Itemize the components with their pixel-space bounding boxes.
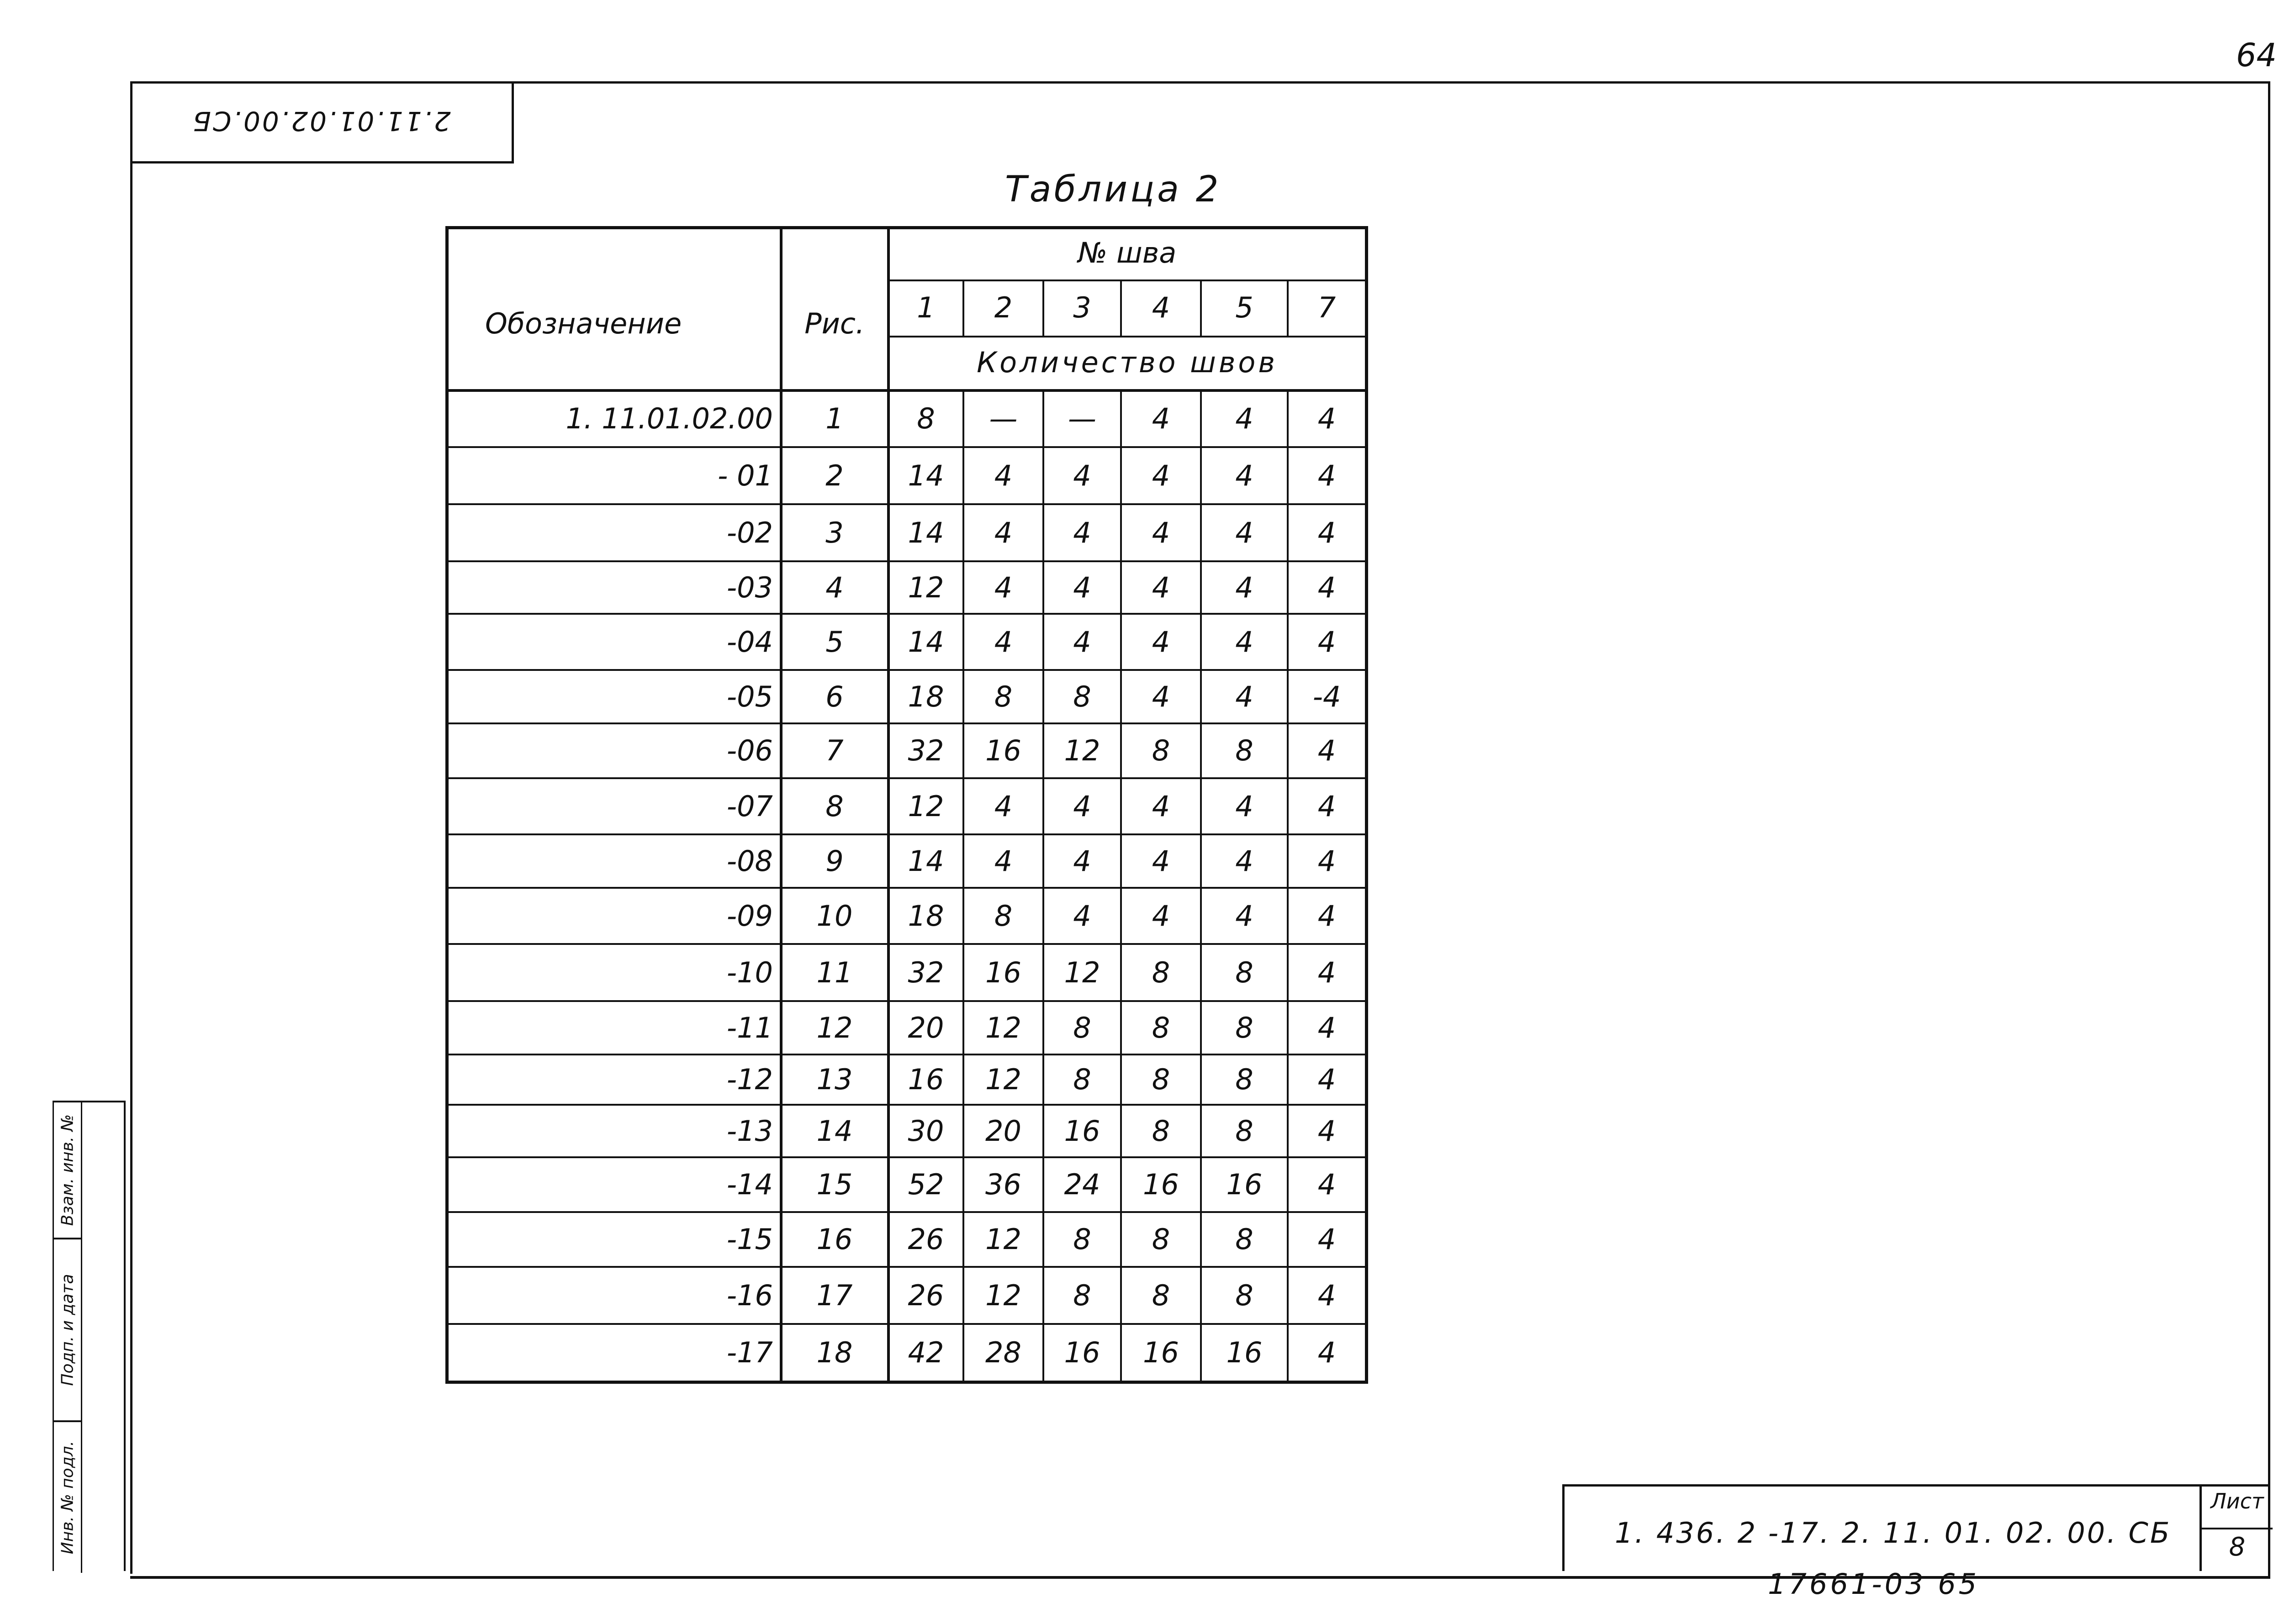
row-weld-count: 8 <box>1152 734 1170 767</box>
row-weld-count: 8 <box>1235 734 1253 767</box>
side-strip <box>53 1101 126 1571</box>
row-designation: - 01 <box>718 459 773 492</box>
row-weld-count: 4 <box>994 625 1013 659</box>
row-figure: 1 <box>825 401 844 435</box>
row-weld-count: 12 <box>1064 734 1100 767</box>
header-weld-number: 7 <box>1317 291 1336 324</box>
row-figure: 16 <box>816 1223 853 1256</box>
row-weld-count: 4 <box>1317 516 1336 549</box>
row-weld-count: 4 <box>994 459 1013 492</box>
row-weld-count: 14 <box>908 516 944 549</box>
row-weld-count: 4 <box>1317 570 1336 604</box>
row-weld-count: 26 <box>908 1223 944 1256</box>
row-weld-count: 4 <box>1317 955 1336 989</box>
row-figure: 12 <box>816 1011 853 1044</box>
row-weld-count: 4 <box>994 844 1013 878</box>
header-weld-number: 1 <box>917 291 935 324</box>
row-weld-count: 4 <box>1235 844 1253 878</box>
weld-table <box>445 226 1368 1384</box>
header-designation: Обозначение <box>485 307 682 340</box>
row-weld-count: 8 <box>1235 1223 1253 1256</box>
row-weld-count: 8 <box>1235 1114 1253 1148</box>
row-weld-count: 16 <box>985 734 1021 767</box>
side-strip-label-inventory: Инв. № подл. <box>58 1440 77 1555</box>
row-designation: -12 <box>726 1063 773 1096</box>
row-designation: -11 <box>726 1011 773 1044</box>
row-figure: 11 <box>816 955 853 989</box>
page-number: 64 <box>2236 37 2277 74</box>
row-weld-count: 26 <box>908 1278 944 1312</box>
row-weld-count: 8 <box>1152 1011 1170 1044</box>
row-weld-count: 4 <box>1317 625 1336 659</box>
table-row-line <box>449 1323 1365 1325</box>
header-weld-number: 4 <box>1152 291 1170 324</box>
row-weld-count: 8 <box>1152 1114 1170 1148</box>
table-row-line <box>449 833 1365 835</box>
side-strip-cell-signature <box>54 1239 82 1422</box>
row-weld-count: 16 <box>1143 1336 1179 1369</box>
row-weld-count: 4 <box>1073 844 1091 878</box>
row-weld-count: 8 <box>1152 955 1170 989</box>
row-weld-count: 8 <box>1152 1278 1170 1312</box>
row-weld-count: 4 <box>1235 625 1253 659</box>
row-weld-count: -4 <box>1312 680 1341 713</box>
row-weld-count: 4 <box>1073 789 1091 823</box>
row-weld-count: 8 <box>1152 1223 1170 1256</box>
row-weld-count: 36 <box>985 1168 1021 1201</box>
row-weld-count: 4 <box>1152 844 1170 878</box>
drawing-frame-left-edge <box>130 81 132 1574</box>
row-figure: 14 <box>816 1114 853 1148</box>
side-strip-label-replacement: Взам. инв. № <box>58 1114 77 1226</box>
side-strip-cell-inventory <box>54 1422 82 1573</box>
row-weld-count: 4 <box>1152 680 1170 713</box>
row-figure: 3 <box>825 516 844 549</box>
row-figure: 6 <box>825 680 844 713</box>
title-block <box>1562 1484 2270 1571</box>
table-row-line <box>449 503 1365 505</box>
side-strip-label-signature: Подп. и дата <box>58 1274 77 1386</box>
row-weld-count: 4 <box>1073 459 1091 492</box>
row-weld-count: 8 <box>1235 1278 1253 1312</box>
row-weld-count: 20 <box>985 1114 1021 1148</box>
row-figure: 10 <box>816 899 853 933</box>
row-weld-count: 4 <box>1152 516 1170 549</box>
row-weld-count: 8 <box>1073 680 1091 713</box>
table-row-line <box>449 446 1365 448</box>
row-weld-count: 4 <box>1317 401 1336 435</box>
sheet-separator <box>2202 1528 2273 1529</box>
row-weld-count: 4 <box>1317 1168 1336 1201</box>
row-weld-count: 16 <box>1064 1114 1100 1148</box>
row-designation: -03 <box>726 570 773 604</box>
row-designation: -02 <box>726 516 773 549</box>
row-designation: 1. 11.01.02.00 <box>566 401 773 435</box>
row-weld-count: 4 <box>1235 570 1253 604</box>
table-row-line <box>449 943 1365 945</box>
row-weld-count: 8 <box>994 899 1013 933</box>
row-weld-count: 8 <box>1152 1063 1170 1096</box>
row-weld-count: 14 <box>908 459 944 492</box>
row-weld-count: 4 <box>1317 844 1336 878</box>
row-weld-count: 28 <box>985 1336 1021 1369</box>
row-weld-count: 52 <box>908 1168 944 1201</box>
corner-stamp <box>130 81 514 163</box>
row-weld-count: 4 <box>1317 789 1336 823</box>
table-row-line <box>449 1054 1365 1055</box>
table-row-line <box>449 722 1365 724</box>
table-row-line <box>449 1211 1365 1213</box>
row-weld-count: 8 <box>1073 1223 1091 1256</box>
title-block-code: 1. 436. 2 -17. 2. 11. 01. 02. 00. СБ <box>1615 1516 2172 1550</box>
table-row-line <box>449 1104 1365 1106</box>
row-figure: 5 <box>825 625 844 659</box>
row-figure: 15 <box>816 1168 853 1201</box>
row-weld-count: 12 <box>985 1011 1021 1044</box>
table-row-line <box>449 1156 1365 1158</box>
table-title: Таблица 2 <box>1005 169 1221 210</box>
row-weld-count: 8 <box>1073 1011 1091 1044</box>
row-weld-count: 4 <box>1235 680 1253 713</box>
row-weld-count: 12 <box>908 570 944 604</box>
row-weld-count: 4 <box>1073 570 1091 604</box>
row-designation: -04 <box>726 625 773 659</box>
row-figure: 18 <box>816 1336 853 1369</box>
row-weld-count: 14 <box>908 625 944 659</box>
row-weld-count: 8 <box>1235 1063 1253 1096</box>
row-weld-count: 4 <box>1152 401 1170 435</box>
row-weld-count: 4 <box>1235 401 1253 435</box>
row-weld-count: 12 <box>985 1278 1021 1312</box>
header-weld-number: 3 <box>1073 291 1091 324</box>
sheet-box <box>2199 1484 2273 1571</box>
bottom-number: 17661-03 65 <box>1768 1567 1980 1601</box>
row-weld-count: 4 <box>1235 899 1253 933</box>
row-weld-count: 4 <box>1317 1278 1336 1312</box>
row-weld-count: 4 <box>1235 789 1253 823</box>
row-weld-count: 8 <box>1073 1278 1091 1312</box>
row-weld-count: 4 <box>1073 899 1091 933</box>
row-weld-count: 4 <box>1152 459 1170 492</box>
table-row-line <box>449 1266 1365 1268</box>
row-weld-count: 4 <box>1235 459 1253 492</box>
row-weld-count: 8 <box>994 680 1013 713</box>
row-weld-count: 4 <box>1152 570 1170 604</box>
table-row-line <box>449 887 1365 889</box>
row-figure: 13 <box>816 1063 853 1096</box>
row-weld-count: 42 <box>908 1336 944 1369</box>
row-weld-count: 16 <box>1143 1168 1179 1201</box>
row-figure: 7 <box>825 734 844 767</box>
row-weld-count: 8 <box>917 401 935 435</box>
table-hline-weld-no <box>889 279 1365 281</box>
row-weld-count: 30 <box>908 1114 944 1148</box>
row-weld-count: 4 <box>1152 625 1170 659</box>
header-weld-number: 2 <box>994 291 1013 324</box>
sheet-value: 8 <box>2229 1532 2246 1562</box>
row-designation: -09 <box>726 899 773 933</box>
row-weld-count: 4 <box>994 570 1013 604</box>
row-designation: -05 <box>726 680 773 713</box>
row-designation: -16 <box>726 1278 773 1312</box>
row-weld-count: 4 <box>1317 1063 1336 1096</box>
row-designation: -17 <box>726 1336 773 1369</box>
table-row-line <box>449 1000 1365 1002</box>
header-weld-count: Количество швов <box>977 346 1278 379</box>
row-weld-count: 16 <box>985 955 1021 989</box>
row-weld-count: 4 <box>994 789 1013 823</box>
row-weld-count: 20 <box>908 1011 944 1044</box>
row-designation: -14 <box>726 1168 773 1201</box>
table-row-line <box>449 560 1365 562</box>
row-weld-count: — <box>1068 401 1096 435</box>
row-weld-count: 8 <box>1235 955 1253 989</box>
row-weld-count: 32 <box>908 734 944 767</box>
row-figure: 9 <box>825 844 844 878</box>
row-weld-count: 14 <box>908 844 944 878</box>
row-weld-count: 18 <box>908 899 944 933</box>
table-row-line <box>449 777 1365 779</box>
row-figure: 17 <box>816 1278 853 1312</box>
row-weld-count: 4 <box>1317 1223 1336 1256</box>
row-weld-count: 4 <box>1152 789 1170 823</box>
row-weld-count: — <box>989 401 1018 435</box>
row-weld-count: 16 <box>1064 1336 1100 1369</box>
row-weld-count: 32 <box>908 955 944 989</box>
row-figure: 4 <box>825 570 844 604</box>
row-figure: 2 <box>825 459 844 492</box>
table-row-line <box>449 669 1365 671</box>
table-hline-header-bottom <box>449 389 1365 392</box>
row-weld-count: 4 <box>1317 734 1336 767</box>
row-weld-count: 16 <box>908 1063 944 1096</box>
row-weld-count: 4 <box>1317 1336 1336 1369</box>
row-weld-count: 12 <box>985 1063 1021 1096</box>
corner-stamp-text: 2.11.01.02.00.СБ <box>191 105 451 137</box>
row-weld-count: 4 <box>1317 899 1336 933</box>
row-designation: -08 <box>726 844 773 878</box>
side-strip-cell-replacement <box>54 1102 82 1239</box>
table-hline-weld-numbers <box>889 336 1365 337</box>
row-weld-count: 24 <box>1064 1168 1100 1201</box>
row-weld-count: 4 <box>994 516 1013 549</box>
header-figure: Рис. <box>804 307 865 340</box>
row-weld-count: 4 <box>1317 1011 1336 1044</box>
row-figure: 8 <box>825 789 844 823</box>
row-weld-count: 16 <box>1226 1336 1263 1369</box>
row-weld-count: 4 <box>1073 516 1091 549</box>
row-designation: -15 <box>726 1223 773 1256</box>
row-weld-count: 4 <box>1073 625 1091 659</box>
row-designation: -06 <box>726 734 773 767</box>
row-weld-count: 12 <box>908 789 944 823</box>
row-weld-count: 8 <box>1073 1063 1091 1096</box>
header-weld-number: 5 <box>1235 291 1253 324</box>
row-weld-count: 4 <box>1317 459 1336 492</box>
row-weld-count: 4 <box>1235 516 1253 549</box>
row-weld-count: 4 <box>1152 899 1170 933</box>
row-weld-count: 8 <box>1235 1011 1253 1044</box>
row-designation: -07 <box>726 789 773 823</box>
row-weld-count: 12 <box>1064 955 1100 989</box>
row-designation: -13 <box>726 1114 773 1148</box>
row-weld-count: 18 <box>908 680 944 713</box>
table-row-line <box>449 613 1365 615</box>
row-weld-count: 4 <box>1317 1114 1336 1148</box>
row-weld-count: 12 <box>985 1223 1021 1256</box>
row-weld-count: 16 <box>1226 1168 1263 1201</box>
sheet-label: Лист <box>2210 1489 2264 1513</box>
header-weld-no: № шва <box>1078 236 1177 269</box>
row-designation: -10 <box>726 955 773 989</box>
